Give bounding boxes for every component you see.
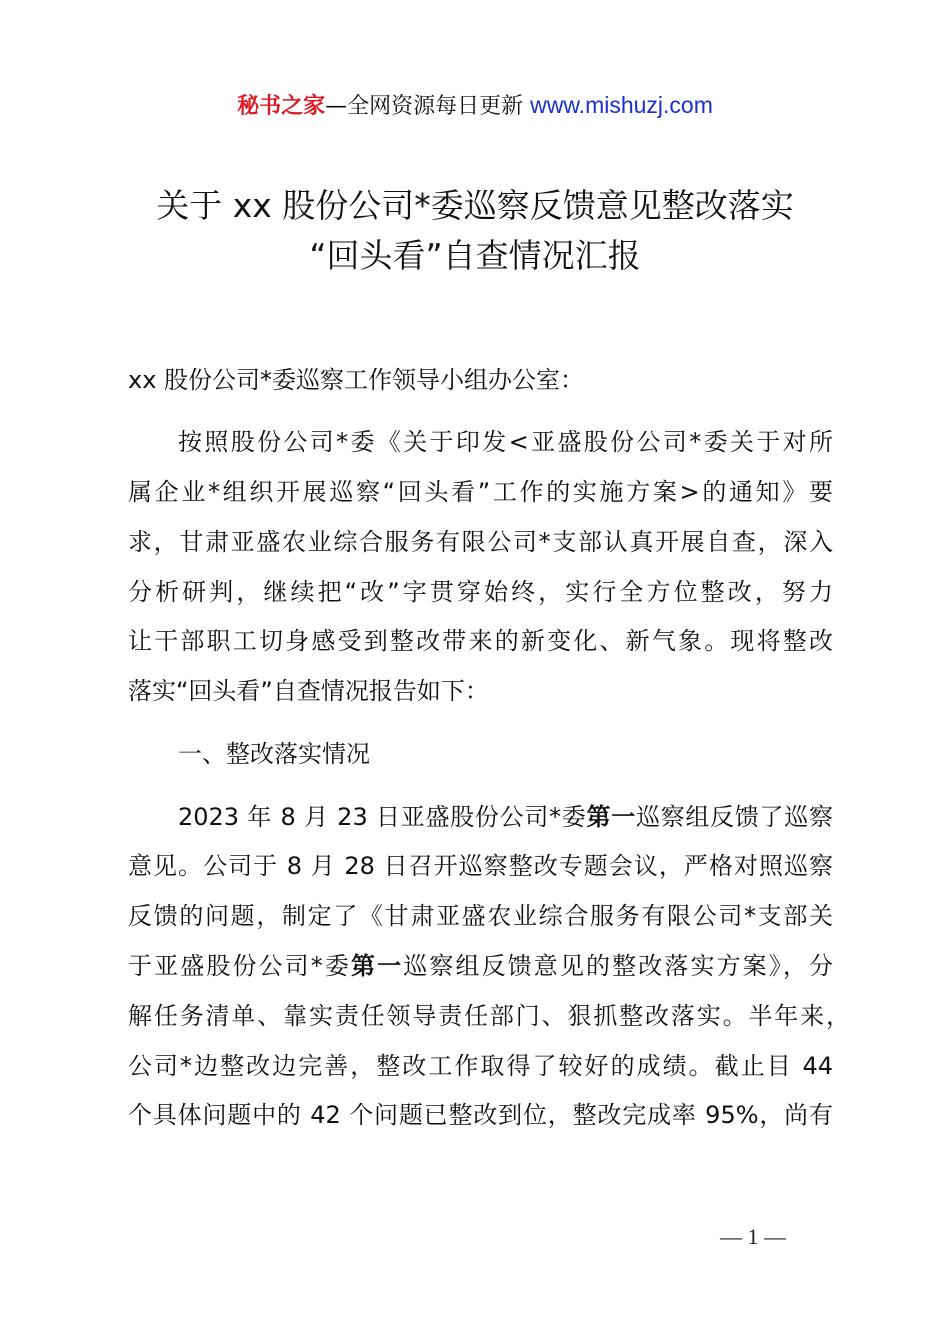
text: 2023 年 8 月 23 日亚盛股份公司*委 xyxy=(178,803,587,831)
para1-line: 落实“回头看”自查情况报告如下： xyxy=(128,677,489,705)
site-header xyxy=(0,88,950,124)
para2-line: 公司*边整改边完善，整改工作取得了较好的成绩。截止目 44 xyxy=(128,1052,833,1080)
text: 巡察组反馈了巡察 xyxy=(635,803,833,831)
header-url[interactable]: www.mishuzj.com xyxy=(530,92,713,118)
para2-line xyxy=(128,949,833,983)
title-line-1: 关于 xx 股份公司*委巡察反馈意见整改落实 xyxy=(156,186,794,225)
title-line-2: “回头看”自查情况汇报 xyxy=(309,236,641,275)
bold-text: 第一 xyxy=(586,803,636,831)
salutation: xx 股份公司*委巡察工作领导小组办公室： xyxy=(128,366,585,394)
para1-line: 属企业*组织开展巡察“回头看”工作的实施方案>的通知》要 xyxy=(128,478,833,506)
page-number: — 1 — xyxy=(720,1224,786,1249)
bold-text: 第一 xyxy=(351,952,404,980)
para2-line: 意见。公司于 8 月 28 日召开巡察整改专题会议，严格对照巡察 xyxy=(128,852,833,880)
text: 巡察组反馈意见的整改落实方案》，分 xyxy=(403,952,834,980)
section-heading: 一、整改落实情况 xyxy=(178,740,370,768)
para1-line: 按照股份公司*委《关于印发<亚盛股份公司*委关于对所 xyxy=(178,428,833,456)
para1-line: 求，甘肃亚盛农业综合服务有限公司*支部认真开展自查，深入 xyxy=(128,528,833,556)
text: 于亚盛股份公司*委 xyxy=(128,952,351,980)
para2-line: 个具体问题中的 42 个问题已整改到位，整改完成率 95%，尚有 xyxy=(128,1101,833,1129)
para1-line: 分析研判，继续把“改”字贯穿始终，实行全方位整改，努力 xyxy=(128,578,833,606)
header-tagline: —全网资源每日更新 xyxy=(325,94,531,119)
para2-line: 反馈的问题，制定了《甘肃亚盛农业综合服务有限公司*支部关 xyxy=(128,902,833,930)
para1-line: 让干部职工切身感受到整改带来的新变化、新气象。现将整改 xyxy=(128,627,833,655)
brand-name: 秘书之家 xyxy=(237,94,326,119)
para2-line: 解任务清单、靠实责任领导责任部门、狠抓整改落实。半年来， xyxy=(128,1002,850,1030)
para2-line xyxy=(178,800,833,834)
